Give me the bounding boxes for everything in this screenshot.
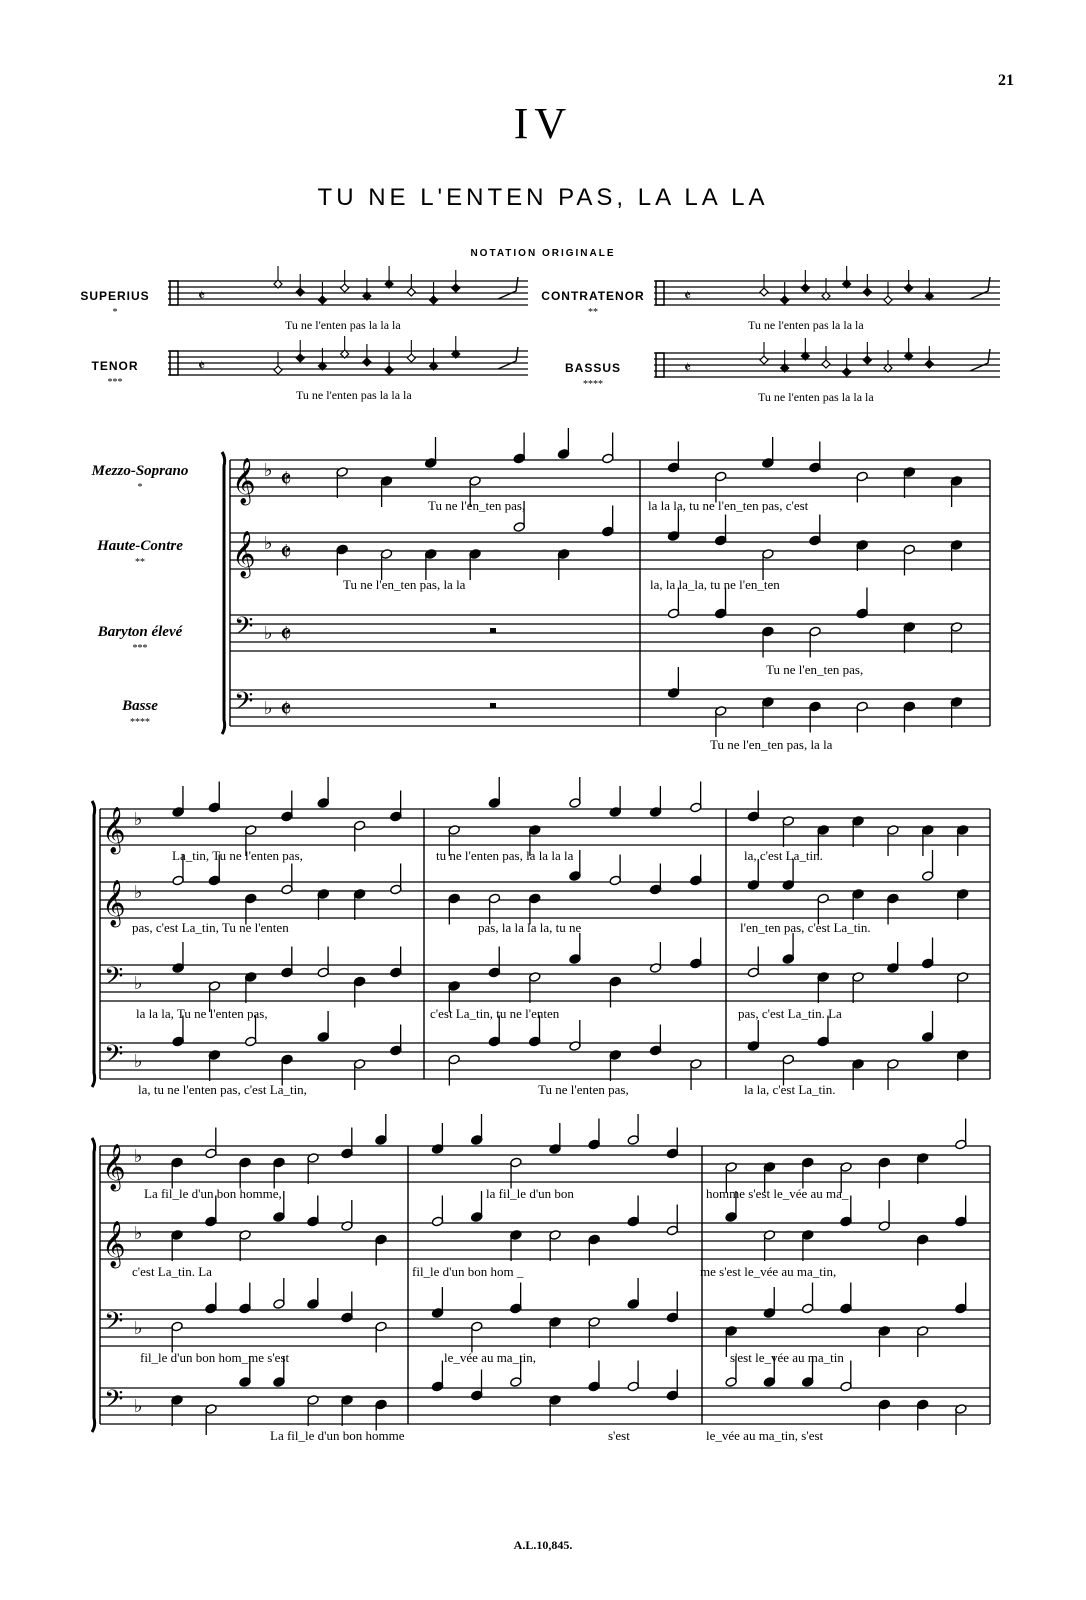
- superius-lyric: Tu ne l'enten pas la la la: [285, 318, 401, 332]
- section-numeral: IV: [513, 99, 573, 148]
- lyric-s2-basse-m3: la la, c'est La_tin.: [744, 1082, 836, 1097]
- superius-stars: *: [112, 307, 118, 318]
- original-note-1-0: [760, 288, 768, 296]
- system-0-rest-2: [490, 628, 496, 633]
- original-note-1-7: [905, 284, 913, 292]
- original-mensuration-3: 𝄵: [684, 358, 692, 377]
- lyric-s2-mezzo-m1: La_tin, Tu ne l'enten pas,: [172, 848, 303, 863]
- original-note-2-4: [363, 358, 371, 366]
- system-2-bass-clef-3: 𝄢: [104, 1385, 124, 1420]
- lyric-s3-mezzo-m3: homme s'est le_vée au ma_: [706, 1186, 849, 1201]
- original-note-1-5: [863, 288, 871, 296]
- original-note-3-8: [925, 360, 933, 368]
- part-label-mezzo-soprano: Mezzo-Soprano: [91, 463, 189, 479]
- system-0-rest-3: [490, 703, 496, 708]
- original-custos-1: [970, 277, 990, 299]
- lyric-s3-hc-m2: fil_le d'un bon hom _: [412, 1264, 524, 1279]
- lyric-s2-bar-m2: c'est La_tin, tu ne l'enten: [430, 1006, 560, 1021]
- system-1-bass-clef-3: 𝄢: [104, 1040, 124, 1075]
- system-0-bracket: [222, 452, 225, 734]
- system-1-key-flat-3: ♭: [134, 1051, 143, 1072]
- lyric-s2-hc-m2: pas, la la la la, tu ne: [478, 920, 582, 935]
- lyric-s1-mezzo-m2: la la la, tu ne l'en_ten pas, c'est: [648, 498, 809, 513]
- lyric-s3-bar-m3: s'est le_vée au ma_tin: [730, 1350, 844, 1365]
- system-1-key-flat-2: ♭: [134, 973, 143, 994]
- original-note-1-6: [884, 296, 892, 304]
- system-1-bass-clef-2: 𝄢: [104, 962, 124, 997]
- system-0-time-sig-3: 𝄵: [280, 695, 292, 725]
- tenor-label: TENOR: [91, 359, 139, 373]
- original-note-2-0: [274, 366, 282, 374]
- part-stars-mezzo-soprano: *: [137, 482, 143, 493]
- original-note-1-1: [781, 296, 789, 304]
- bassus-lyric: Tu ne l'enten pas la la la: [758, 390, 874, 404]
- part-label-baryton-eleve: Baryton élevé: [97, 624, 183, 640]
- system-1-key-flat-0: ♭: [134, 809, 143, 830]
- original-note-3-4: [843, 368, 851, 376]
- tenor-lyric: Tu ne l'enten pas la la la: [296, 388, 412, 402]
- system-0-key-flat-2: ♭: [264, 623, 273, 644]
- system-0-bass-clef-3: 𝄢: [234, 687, 254, 722]
- system-0-bass-clef-2: 𝄢: [234, 612, 254, 647]
- lyric-s2-hc-m1: pas, c'est La_tin, Tu ne l'enten: [132, 920, 289, 935]
- lyric-s2-mezzo-m2: tu ne l'enten pas, la la la la: [436, 848, 574, 863]
- lyric-s3-hc-m3: me s'est le_vée au ma_tin,: [700, 1264, 837, 1279]
- system-2-bracket: [92, 1138, 95, 1432]
- original-note-0-3: [341, 284, 349, 292]
- system-2-key-flat-2: ♭: [134, 1318, 143, 1339]
- system-1-treble-clef-0: 𝄞: [102, 807, 126, 853]
- original-note-0-6: [407, 288, 415, 296]
- original-note-0-8: [452, 284, 460, 292]
- part-stars-baryton-eleve: ***: [132, 643, 148, 654]
- lyric-s3-basse-m3: le_vée au ma_tin, s'est: [706, 1428, 824, 1443]
- original-notation-heading: NOTATION ORIGINALE: [470, 248, 616, 259]
- lyric-s3-basse-m2: s'est: [608, 1428, 630, 1443]
- system-0-key-flat-1: ♭: [264, 533, 273, 554]
- system-2-key-flat-1: ♭: [134, 1223, 143, 1244]
- lyric-s2-basse-m1: la, tu ne l'enten pas, c'est La_tin,: [138, 1082, 307, 1097]
- original-note-3-5: [863, 356, 871, 364]
- lyric-s1-bar-m2: Tu ne l'en_ten pas,: [766, 662, 864, 677]
- lyric-s2-bar-m3: pas, c'est La_tin. La: [738, 1006, 842, 1021]
- original-note-3-3: [822, 360, 830, 368]
- original-mensuration-2: 𝄵: [198, 356, 206, 375]
- piece-title: TU NE L'ENTEN PAS, LA LA LA: [317, 184, 769, 211]
- lyric-s1-hc-m1: Tu ne l'en_ten pas, la la: [343, 577, 466, 592]
- system-1-treble-clef-1: 𝄞: [102, 880, 126, 926]
- bassus-stars: ****: [583, 379, 603, 390]
- tenor-stars: ***: [107, 377, 123, 388]
- system-2-treble-clef-1: 𝄞: [102, 1221, 126, 1267]
- superius-label: SUPERIUS: [80, 289, 150, 303]
- lyric-s2-mezzo-m3: la, c'est La_tin.: [744, 848, 823, 863]
- contratenor-lyric: Tu ne l'enten pas la la la: [748, 318, 864, 332]
- part-label-basse: Basse: [122, 698, 158, 714]
- contratenor-label: CONTRATENOR: [541, 289, 645, 303]
- lyric-s1-hc-m2: la, la la_la, tu ne l'en_ten: [650, 577, 780, 592]
- system-0-treble-clef-1: 𝄞: [232, 531, 256, 577]
- original-note-0-1: [296, 288, 304, 296]
- lyric-s3-basse-m1: La fil_le d'un bon homme: [270, 1428, 405, 1443]
- original-custos-2: [498, 347, 518, 369]
- lyric-s1-basse-m2: Tu ne l'en_ten pas, la la: [710, 737, 833, 752]
- lyric-s3-bar-m1: fil_le d'un bon hom_me s'est: [140, 1350, 290, 1365]
- system-1-bracket: [92, 801, 95, 1087]
- lyric-s3-bar-m2: le_vée au ma_tin,: [444, 1350, 537, 1365]
- original-note-0-2: [318, 296, 326, 304]
- system-1-key-flat-1: ♭: [134, 882, 143, 903]
- part-stars-basse: ****: [130, 717, 150, 728]
- original-mensuration-0: 𝄵: [198, 286, 206, 305]
- contratenor-stars: **: [588, 307, 598, 318]
- system-0-time-sig-1: 𝄵: [280, 538, 292, 568]
- system-2-key-flat-3: ♭: [134, 1396, 143, 1417]
- original-mensuration-1: 𝄵: [684, 286, 692, 305]
- original-note-2-6: [407, 354, 415, 362]
- part-stars-haute-contre: **: [135, 557, 145, 568]
- lyric-s3-mezzo-m1: La fil_le d'un bon homme,: [144, 1186, 282, 1201]
- original-note-3-0: [760, 356, 768, 364]
- original-note-2-1: [296, 354, 304, 362]
- system-2-key-flat-0: ♭: [134, 1146, 143, 1167]
- page-number: 21: [998, 72, 1014, 89]
- original-note-1-2: [801, 284, 809, 292]
- lyric-s2-bar-m1: la la la, Tu ne l'enten pas,: [136, 1006, 268, 1021]
- lyric-s2-basse-m2: Tu ne l'enten pas,: [538, 1082, 629, 1097]
- lyric-s3-hc-m1: c'est La_tin. La: [132, 1264, 212, 1279]
- plate-number: A.L.10,845.: [513, 1538, 573, 1552]
- lyric-s1-mezzo-m1: Tu ne l'en_ten pas,: [428, 498, 526, 513]
- system-2-bass-clef-2: 𝄢: [104, 1307, 124, 1342]
- lyric-s3-mezzo-m2: la fil_le d'un bon: [486, 1186, 574, 1201]
- system-0-key-flat-3: ♭: [264, 698, 273, 719]
- bassus-label: BASSUS: [564, 361, 621, 375]
- system-2-treble-clef-0: 𝄞: [102, 1144, 126, 1190]
- system-0-time-sig-2: 𝄵: [280, 620, 292, 650]
- system-0-treble-clef-0: 𝄞: [232, 458, 256, 504]
- lyric-s2-hc-m3: l'en_ten pas, c'est La_tin.: [740, 920, 871, 935]
- original-custos-0: [498, 277, 518, 299]
- original-note-0-7: [430, 296, 438, 304]
- system-0-time-sig-0: 𝄵: [280, 465, 292, 495]
- part-label-haute-contre: Haute-Contre: [97, 538, 183, 554]
- original-note-2-5: [385, 366, 393, 374]
- original-custos-3: [970, 349, 990, 371]
- system-0-key-flat-0: ♭: [264, 460, 273, 481]
